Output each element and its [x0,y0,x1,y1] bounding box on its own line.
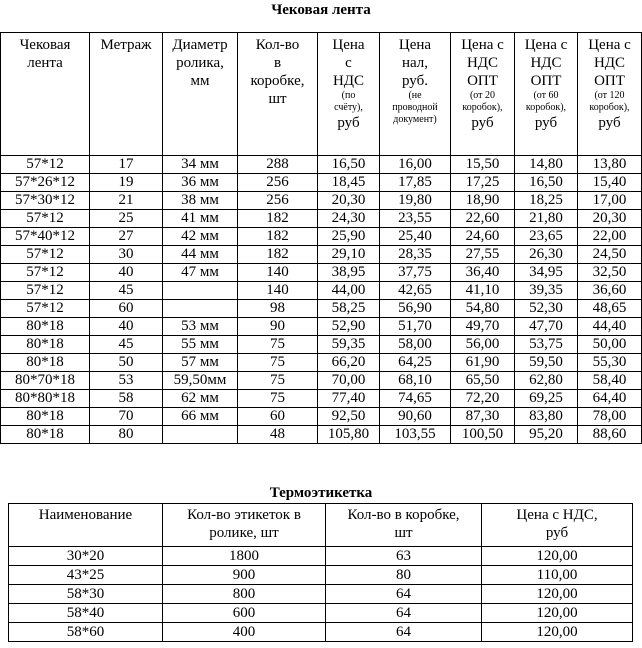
table-cell: 36,40 [451,264,515,282]
table-cell: 19 [90,174,163,192]
table-cell: 120,00 [482,623,633,642]
table-cell [163,282,238,300]
table-cell: 58*30 [9,585,163,604]
header-line: лента [27,55,63,71]
table-cell: 120,00 [482,585,633,604]
table-cell: 120,00 [482,547,633,566]
column-header [1,33,90,156]
table-cell: 25 [90,210,163,228]
table-cell: 16,50 [515,174,578,192]
table-cell [163,300,238,318]
header-note: коробок), [462,102,503,113]
table-cell: 47,70 [515,318,578,336]
header-line: Цена с [524,37,568,53]
table-cell: 83,80 [515,408,578,426]
table-cell: 58,00 [380,336,451,354]
column-header [515,33,578,156]
table-cell: 42,65 [380,282,451,300]
table-cell: 75 [238,372,318,390]
table-cell: 288 [238,156,318,174]
table-cell: 59,50 [515,354,578,372]
table-row [1,390,642,408]
table-row [1,156,642,174]
table-row [1,372,642,390]
table-cell: 69,25 [515,390,578,408]
table-cell: 47 мм [163,264,238,282]
table-cell: 78,00 [578,408,642,426]
table-cell: 57*12 [1,210,90,228]
table-cell: 103,55 [380,426,451,444]
header-line: Диаметр [172,37,228,53]
table-cell: 36 мм [163,174,238,192]
header-line: Кол-во в коробке, [347,507,460,523]
table-row [1,228,642,246]
table-cell: 140 [238,264,318,282]
table-cell: 72,20 [451,390,515,408]
table-cell: 60 [90,300,163,318]
header-note: (от 60 [533,90,559,101]
table-cell: 40 [90,264,163,282]
table-cell: 23,65 [515,228,578,246]
header-line: руб. [402,73,428,89]
table-cell: 90,60 [380,408,451,426]
header-line: с [345,55,352,71]
table-cell: 17,85 [380,174,451,192]
table-cell: 32,50 [578,264,642,282]
table-row [1,300,642,318]
table-cell: 53,75 [515,336,578,354]
table-cell: 256 [238,192,318,210]
table-cell: 57*12 [1,246,90,264]
table-cell: 22,00 [578,228,642,246]
table-cell: 39,35 [515,282,578,300]
column-header [238,33,318,156]
table-cell: 22,60 [451,210,515,228]
table-cell: 95,20 [515,426,578,444]
receipt-tape-table [0,32,642,444]
table-row [9,547,633,566]
table-cell: 59,50мм [163,372,238,390]
table-cell: 75 [238,390,318,408]
table-cell: 19,80 [380,192,451,210]
table-cell: 80*18 [1,426,90,444]
column-header [318,33,380,156]
table-cell: 41,10 [451,282,515,300]
header-line: Наименование [38,507,133,523]
table-cell: 64,40 [578,390,642,408]
table-cell: 54,80 [451,300,515,318]
table-cell: 70 [90,408,163,426]
column-header [482,504,633,547]
table-cell: 58,40 [578,372,642,390]
table-row [9,566,633,585]
table-row [1,318,642,336]
table-cell: 50,00 [578,336,642,354]
table-cell: 92,50 [318,408,380,426]
header-line: коробке, [250,73,305,89]
column-header [326,504,482,547]
table-cell: 13,80 [578,156,642,174]
table-cell: 57*12 [1,264,90,282]
table-row [1,426,642,444]
table-cell: 60 [238,408,318,426]
table-cell: 98 [238,300,318,318]
table-cell: 80*18 [1,336,90,354]
column-header [163,33,238,156]
table-cell: 34,95 [515,264,578,282]
table-cell: 64 [326,623,482,642]
table-cell: 21 [90,192,163,210]
table-cell: 600 [163,604,326,623]
table-cell: 57*40*12 [1,228,90,246]
table-cell: 90 [238,318,318,336]
header-line: ОПТ [594,73,625,89]
table-cell: 62 мм [163,390,238,408]
table-cell: 70,00 [318,372,380,390]
table-row [1,336,642,354]
table-cell: 42 мм [163,228,238,246]
header-note: (по [341,90,356,101]
table-cell: 64 [326,604,482,623]
table-cell: 57*12 [1,282,90,300]
table-cell: 44,40 [578,318,642,336]
table-cell: 18,90 [451,192,515,210]
header-note: счёту), [334,102,363,113]
header-line: НДС [332,73,365,89]
table-cell: 80*18 [1,354,90,372]
table-cell: 29,10 [318,246,380,264]
header-line: Кол-во этикеток в [187,507,301,523]
table-cell: 87,30 [451,408,515,426]
table-cell: 110,00 [482,566,633,585]
header-line: руб [337,115,360,131]
table-cell: 62,80 [515,372,578,390]
table-cell: 56,90 [380,300,451,318]
table-cell: 59,35 [318,336,380,354]
table-cell: 36,60 [578,282,642,300]
table-cell: 80*80*18 [1,390,90,408]
table-cell: 50 [90,354,163,372]
table-cell: 400 [163,623,326,642]
header-line: Цена [398,37,432,53]
table-row [1,354,642,372]
table-cell: 900 [163,566,326,585]
header-note: (от 20 [469,90,496,101]
table-cell: 88,60 [578,426,642,444]
table-cell: 55,30 [578,354,642,372]
table-cell: 53 [90,372,163,390]
header-line: НДС [466,55,499,71]
table-cell: 44,00 [318,282,380,300]
table-row [9,585,633,604]
header-note: коробок), [589,102,630,113]
table-cell: 45 [90,336,163,354]
table-cell: 57*26*12 [1,174,90,192]
table-cell: 45 [90,282,163,300]
table-cell: 64 [326,585,482,604]
table-cell: 16,50 [318,156,380,174]
header-line: шт [394,525,413,541]
table-cell: 48,65 [578,300,642,318]
header-line: Цена с [588,37,631,53]
table-cell: 75 [238,354,318,372]
header-line: Цена с [461,37,504,53]
header-line: в [273,55,282,71]
table-row [1,264,642,282]
header-line: мм [190,73,210,89]
table-cell: 80*18 [1,318,90,336]
header-line: нал, [401,55,429,71]
table-cell: 80 [326,566,482,585]
table-row [9,604,633,623]
table-cell: 80 [90,426,163,444]
column-header [90,33,163,156]
header-note: коробок), [525,102,567,113]
header-line: Цена с НДС, [516,507,598,523]
table-cell: 140 [238,282,318,300]
table-cell: 58*40 [9,604,163,623]
table-cell: 74,65 [380,390,451,408]
table-cell: 15,50 [451,156,515,174]
table-cell: 68,10 [380,372,451,390]
table-cell: 30 [90,246,163,264]
header-line: руб [534,115,558,131]
table-cell: 21,80 [515,210,578,228]
table-row [1,408,642,426]
table-cell: 16,00 [380,156,451,174]
table-cell: 52,90 [318,318,380,336]
table-cell: 30*20 [9,547,163,566]
table-cell: 80*70*18 [1,372,90,390]
table-cell: 65,50 [451,372,515,390]
header-line: НДС [530,55,562,71]
thermo-labels-title: Термоэтикетка [269,485,373,501]
table-cell: 51,70 [380,318,451,336]
header-note: (от 120 [594,90,625,101]
table-cell: 182 [238,228,318,246]
table-cell [163,426,238,444]
table-row [1,246,642,264]
table-row [1,174,642,192]
header-line: руб [598,115,621,131]
table-cell: 57*30*12 [1,192,90,210]
table-cell: 256 [238,174,318,192]
table-row [9,623,633,642]
table-cell: 41 мм [163,210,238,228]
table-cell: 800 [163,585,326,604]
header-line: шт [268,91,287,107]
table-cell: 49,70 [451,318,515,336]
table-cell: 75 [238,336,318,354]
table-cell: 34 мм [163,156,238,174]
table-cell: 27,55 [451,246,515,264]
table-cell: 52,30 [515,300,578,318]
header-line: ролике, шт [209,525,279,541]
table-cell: 24,60 [451,228,515,246]
column-header [163,504,326,547]
table-cell: 182 [238,210,318,228]
table-cell: 20,30 [578,210,642,228]
table-cell: 18,25 [515,192,578,210]
column-header [380,33,451,156]
table-cell: 18,45 [318,174,380,192]
table-cell: 38,95 [318,264,380,282]
header-line: ролика, [176,55,224,71]
receipt-tape-header-row [1,33,642,156]
table-cell: 37,75 [380,264,451,282]
table-cell: 24,30 [318,210,380,228]
table-cell: 100,50 [451,426,515,444]
table-cell: 38 мм [163,192,238,210]
table-cell: 17,25 [451,174,515,192]
table-cell: 17 [90,156,163,174]
table-cell: 77,40 [318,390,380,408]
header-line: руб [471,115,494,131]
table-cell: 24,50 [578,246,642,264]
header-note: проводной [392,102,438,113]
thermo-labels-header-row [9,504,633,547]
table-cell: 105,80 [318,426,380,444]
table-cell: 58 [90,390,163,408]
table-cell: 25,90 [318,228,380,246]
table-cell: 80*18 [1,408,90,426]
table-cell: 120,00 [482,604,633,623]
table-cell: 26,30 [515,246,578,264]
header-note: документ) [393,114,437,125]
table-cell: 57*12 [1,300,90,318]
column-header [451,33,515,156]
table-cell: 182 [238,246,318,264]
table-cell: 56,00 [451,336,515,354]
table-cell: 64,25 [380,354,451,372]
table-cell: 14,80 [515,156,578,174]
table-cell: 20,30 [318,192,380,210]
table-cell: 43*25 [9,566,163,585]
table-cell: 55 мм [163,336,238,354]
table-cell: 1800 [163,547,326,566]
table-cell: 63 [326,547,482,566]
table-cell: 27 [90,228,163,246]
header-line: руб [545,525,569,541]
table-cell: 28,35 [380,246,451,264]
header-line: Кол-во [255,37,300,53]
header-note: (не [408,90,422,101]
table-cell: 66,20 [318,354,380,372]
header-line: Цена [332,37,365,53]
table-cell: 66 мм [163,408,238,426]
receipt-tape-title: Чековая лента [271,2,371,18]
table-row [1,282,642,300]
table-cell: 58*60 [9,623,163,642]
table-cell: 40 [90,318,163,336]
table-cell: 23,55 [380,210,451,228]
table-cell: 57 мм [163,354,238,372]
table-cell: 17,00 [578,192,642,210]
table-cell: 44 мм [163,246,238,264]
header-line: Метраж [100,37,152,53]
table-cell: 57*12 [1,156,90,174]
table-cell: 15,40 [578,174,642,192]
table-cell: 48 [238,426,318,444]
table-cell: 25,40 [380,228,451,246]
table-row [1,192,642,210]
header-line: НДС [593,55,626,71]
header-line: Чековая [19,37,71,53]
header-line: ОПТ [467,73,498,89]
table-cell: 58,25 [318,300,380,318]
thermo-labels-table [8,503,633,642]
table-cell: 61,90 [451,354,515,372]
column-header [578,33,642,156]
column-header [9,504,163,547]
table-cell: 53 мм [163,318,238,336]
header-line: ОПТ [530,73,562,89]
table-row [1,210,642,228]
